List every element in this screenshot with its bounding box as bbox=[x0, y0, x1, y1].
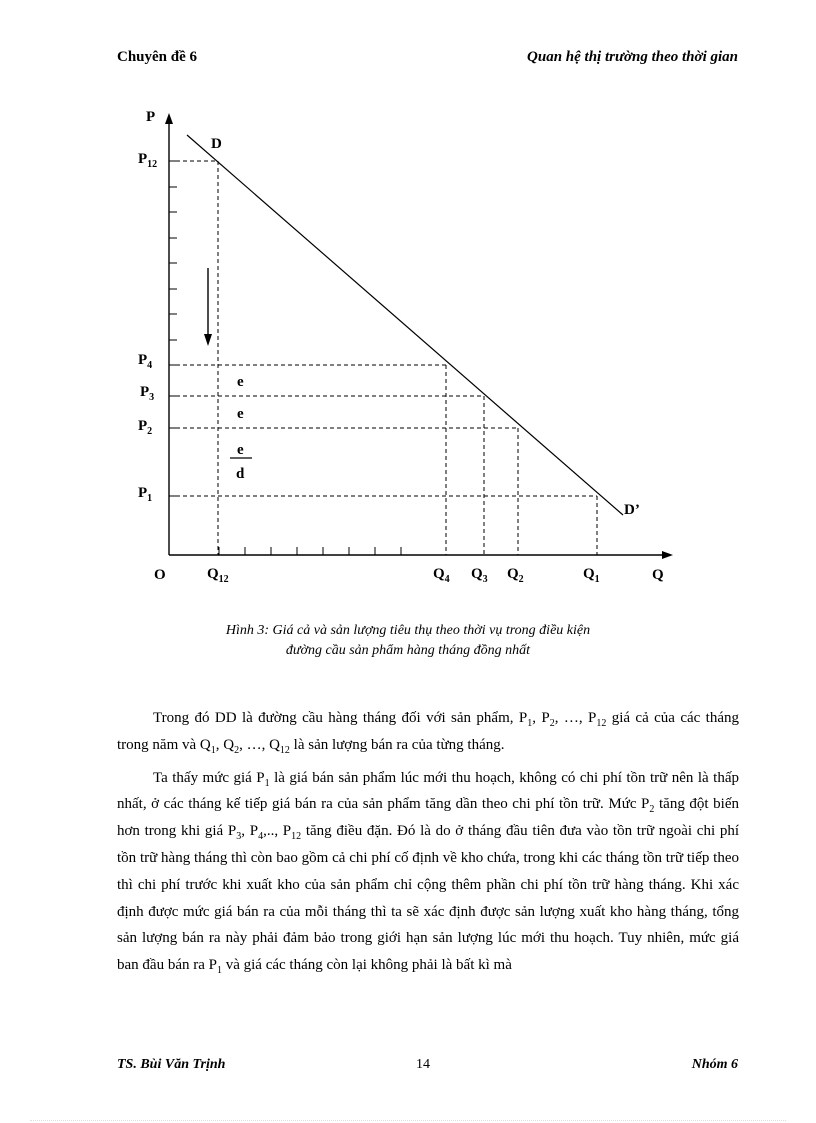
page-number: 14 bbox=[416, 1057, 430, 1072]
q1-label: $Q_1$ bbox=[583, 566, 600, 585]
p3-label: $P_3$ bbox=[140, 384, 155, 403]
ratio-denominator: d bbox=[236, 466, 245, 482]
header-title: Quan hệ thị trường theo thời gian bbox=[527, 49, 738, 65]
elasticity-label-1: e bbox=[237, 374, 244, 390]
down-arrow-head bbox=[204, 334, 212, 346]
figure-caption-line-2: đường cầu sản phẩm hàng tháng đồng nhất bbox=[285, 643, 531, 658]
origin-label: O bbox=[154, 567, 166, 583]
paragraph-2: Ta thấy mức giá $P_1$ là giá bán sản phẩm lúc mới thu hoạch, không có chi phí tồn trữ nên là thấp nhất, ở các tháng kế tiếp giá bán ra của sản phẩm tăng dần theo chi phí tồn trữ. Mức $P_2$ tăng đột biến hơn trong khi giá $P_3$, $P_4$,.., $P_{12}$ tăng điều đặn. Đó là do ở tháng đầu tiên đưa vào tồn trữ ngoài chi phí tồn trữ hàng tháng thì còn bao gồm cả chi phí cố định về kho chứa, trong khi các tháng tồn trữ tiếp theo thì chi phí trước khi xuất kho của sản phẩm chỉ cộng thêm phần chi phí tồn trữ hàng tháng. Khi xác định được mức giá bán ra của mỗi tháng thì ta sẽ xác định được sản lượng xuất kho hàng tháng, tổng sản lượng bán ra này phải đảm bảo trong giới hạn sản lượng lúc mới thu hoạch. Tuy nhiên, mức giá ban đầu bán ra $P_1$ và giá các tháng còn lại không phải là bất kì mà bbox=[117, 769, 740, 977]
elasticity-label-2: e bbox=[237, 406, 244, 422]
ratio-numerator: e bbox=[237, 442, 244, 458]
p-axis-arrow bbox=[165, 113, 173, 124]
q-axis-arrow bbox=[662, 551, 673, 559]
p1-label: $P_1$ bbox=[138, 485, 153, 504]
footer-group: Nhóm 6 bbox=[691, 1057, 738, 1072]
figure-caption-line-1: Hình 3: Giá cả và sản lượng tiêu thụ theo thời vụ trong điều kiện bbox=[225, 623, 591, 638]
q12-label: $Q_{12}$ bbox=[207, 566, 229, 585]
p4-label: $P_4$ bbox=[138, 352, 153, 371]
p2-label: $P_2$ bbox=[138, 418, 153, 437]
curve-label-d-prime: D’ bbox=[624, 502, 640, 518]
footer-author: TS. Bùi Văn Trịnh bbox=[117, 1057, 226, 1072]
paragraph-1: Trong đó DD là đường cầu hàng tháng đối với sản phẩm, $P_1$, $P_2$, …, $P_{12}$ giá cả của các tháng trong năm và $Q_1$, $Q_2$, …, $Q_{12}$ là sản lượng bán ra của từng tháng. bbox=[117, 710, 740, 756]
bottom-divider bbox=[30, 1120, 786, 1121]
q-axis-label: Q bbox=[652, 567, 664, 583]
q4-label: $Q_4$ bbox=[433, 566, 450, 585]
q3-label: $Q_3$ bbox=[471, 566, 488, 585]
dashed-guides bbox=[169, 161, 597, 555]
demand-curve bbox=[187, 135, 623, 515]
p-axis-ticks bbox=[169, 161, 177, 496]
q-axis-ticks bbox=[219, 547, 401, 555]
body-text bbox=[117, 705, 739, 985]
curve-label-d: D bbox=[211, 136, 222, 152]
header-chapter: Chuyên đề 6 bbox=[117, 49, 198, 65]
q2-label: $Q_2$ bbox=[507, 566, 524, 585]
p-axis-label: P bbox=[146, 109, 156, 125]
p12-label: $P_{12}$ bbox=[138, 151, 158, 170]
